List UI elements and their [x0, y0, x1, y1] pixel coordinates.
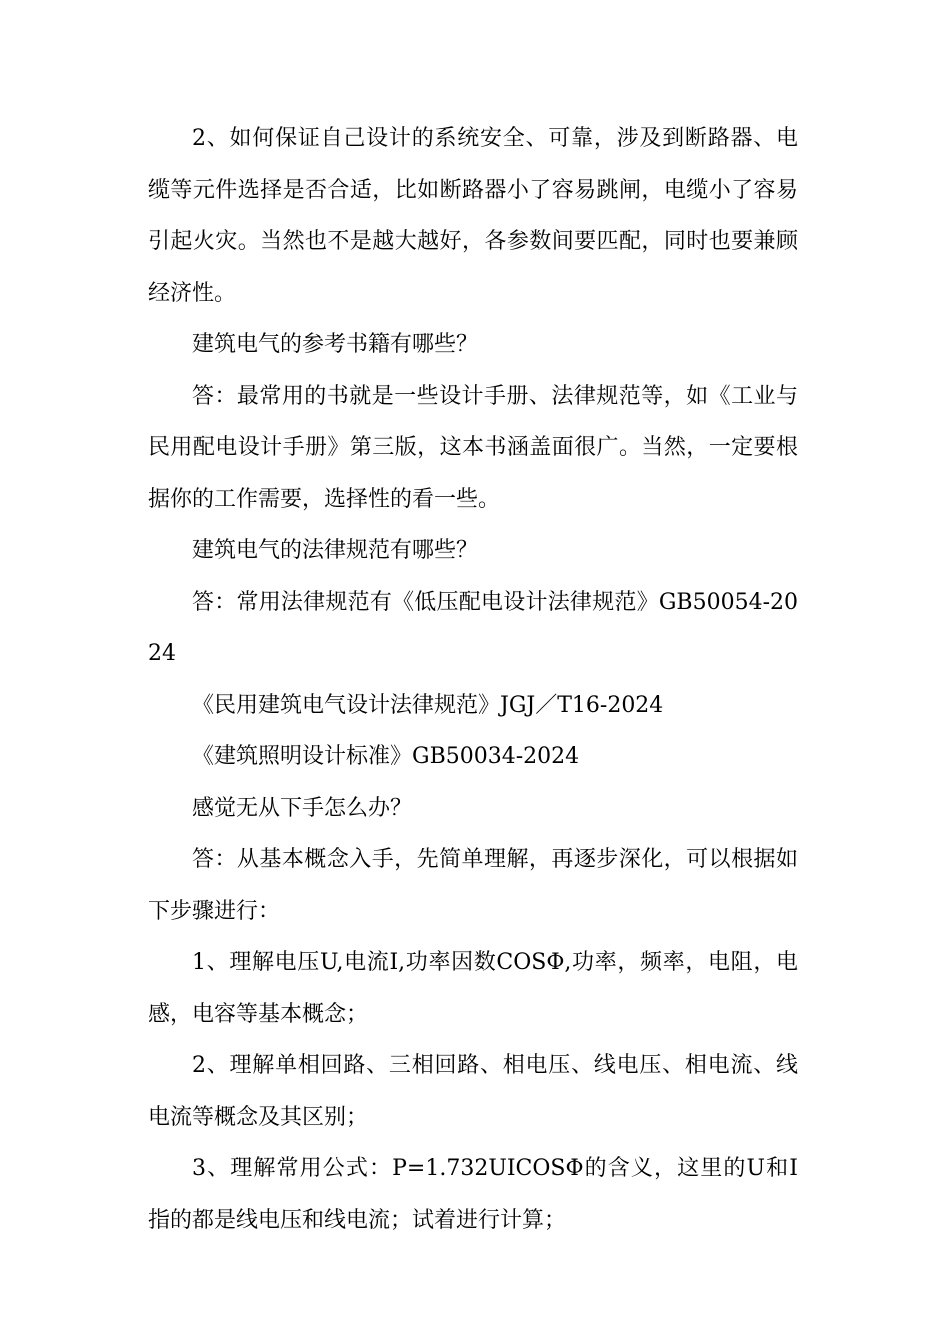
answer-regulation-gb50054: 答：常用法律规范有《低压配电设计法律规范》GB50054-2024 [148, 589, 798, 666]
step-2-circuit-concepts: 2、理解单相回路、三相回路、相电压、线电压、相电流、线电流等概念及其区别； [148, 1053, 798, 1130]
answer-regulation-gb50034: 《建筑照明设计标准》GB50034-2024 [192, 744, 580, 769]
answer-reference-books: 答：最常用的书就是一些设计手册、法律规范等，如《工业与民用配电设计手册》第三版，这本书涵盖面很广。当然，一定要根据你的工作需要，选择性的看一些。 [148, 383, 798, 512]
step-3-formula: 3、理解常用公式：P=1.732UICOSΦ的含义，这里的U和I指的都是线电压和线电流；试着进行计算； [148, 1156, 798, 1233]
question-reference-books: 建筑电气的参考书籍有哪些？ [192, 332, 479, 357]
step-1-basic-concepts: 1、理解电压U,电流I,功率因数COSΦ,功率，频率，电阻，电感，电容等基本概念； [148, 950, 798, 1027]
document-page [148, 113, 798, 1246]
question-regulations: 建筑电气的法律规范有哪些？ [192, 538, 479, 563]
paragraph-safety-reliability: 2、如何保证自己设计的系统安全、可靠，涉及到断路器、电缆等元件选择是否合适，比如断路器小了容易跳闸，电缆小了容易引起火灾。当然也不是越大越好，各参数间要匹配，同时也要兼顾经济性。 [148, 126, 798, 306]
question-where-to-start: 感觉无从下手怎么办？ [192, 795, 413, 821]
answer-where-to-start: 答：从基本概念入手，先简单理解，再逐步深化，可以根据如下步骤进行： [148, 847, 798, 924]
answer-regulation-jgj16: 《民用建筑电气设计法律规范》JGJ／T16-2024 [192, 692, 664, 718]
